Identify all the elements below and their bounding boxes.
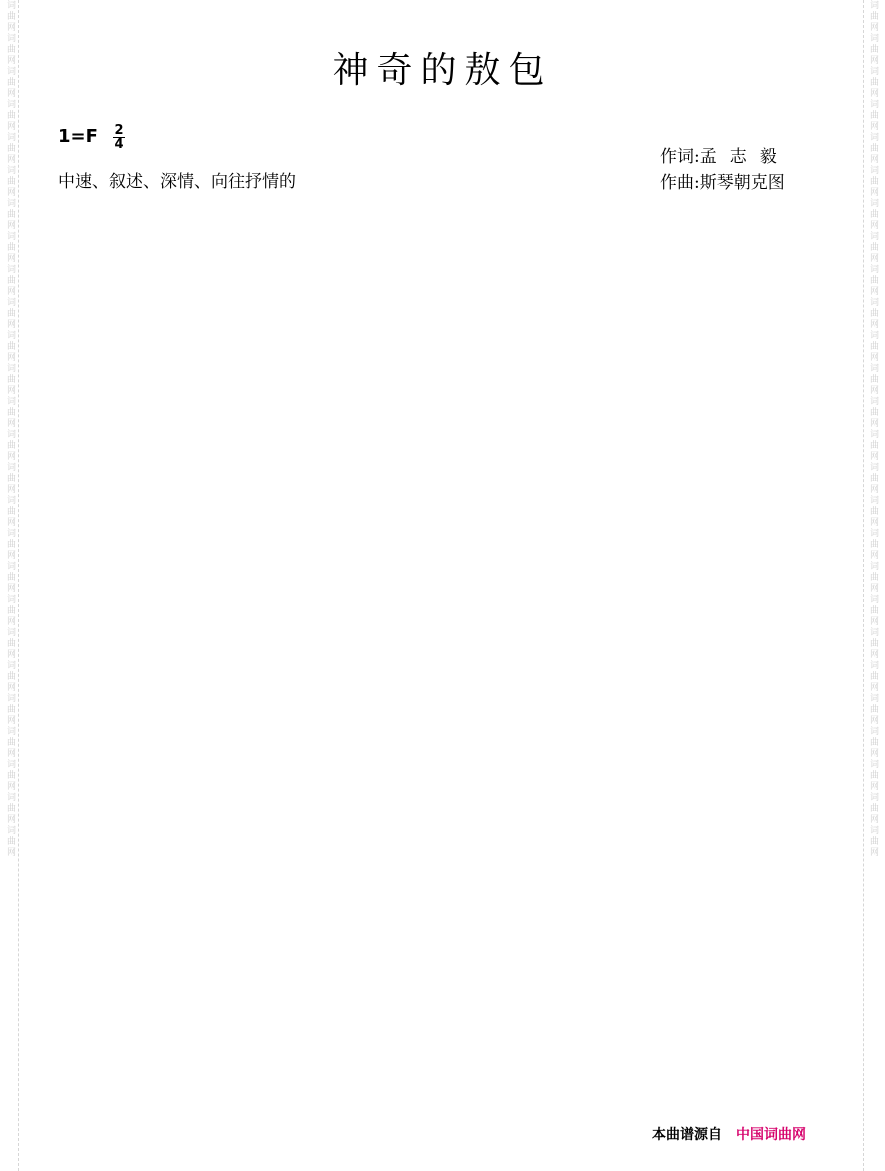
source-note-text: 本曲谱源自 — [652, 1127, 722, 1143]
lyricist-name: 孟志毅 — [699, 147, 790, 167]
lyricist-label: 作词: — [660, 147, 700, 167]
left-margin-rule — [18, 0, 19, 1171]
time-signature-numerator: 2 — [114, 123, 124, 138]
key-signature: 1=F — [58, 126, 98, 147]
lyricist-credit — [660, 142, 790, 167]
right-margin-rule — [863, 0, 864, 1171]
time-signature — [113, 124, 125, 151]
source-note — [652, 1124, 806, 1144]
source-site-link[interactable]: 中国词曲网 — [736, 1127, 806, 1143]
time-signature-denominator: 4 — [114, 137, 124, 152]
left-watermark: 词曲网词曲网词曲网词曲网词曲网词曲网词曲网词曲网词曲网词曲网词曲网词曲网词曲网词曲网词曲网词曲网词曲网词曲网词曲网词曲网词曲网词曲网词曲网词曲网词曲网词曲网 — [5, 0, 15, 858]
song-title: 神奇的敖包 — [332, 50, 553, 91]
composer-credit — [660, 168, 785, 193]
composer-name: 斯琴朝克图 — [699, 173, 785, 193]
tempo-marking: 中速、叙述、深情、向往抒情的 — [58, 172, 296, 192]
composer-label: 作曲: — [660, 173, 700, 193]
right-watermark: 词曲网词曲网词曲网词曲网词曲网词曲网词曲网词曲网词曲网词曲网词曲网词曲网词曲网词曲网词曲网词曲网词曲网词曲网词曲网词曲网词曲网词曲网词曲网词曲网词曲网词曲网 — [868, 0, 878, 858]
